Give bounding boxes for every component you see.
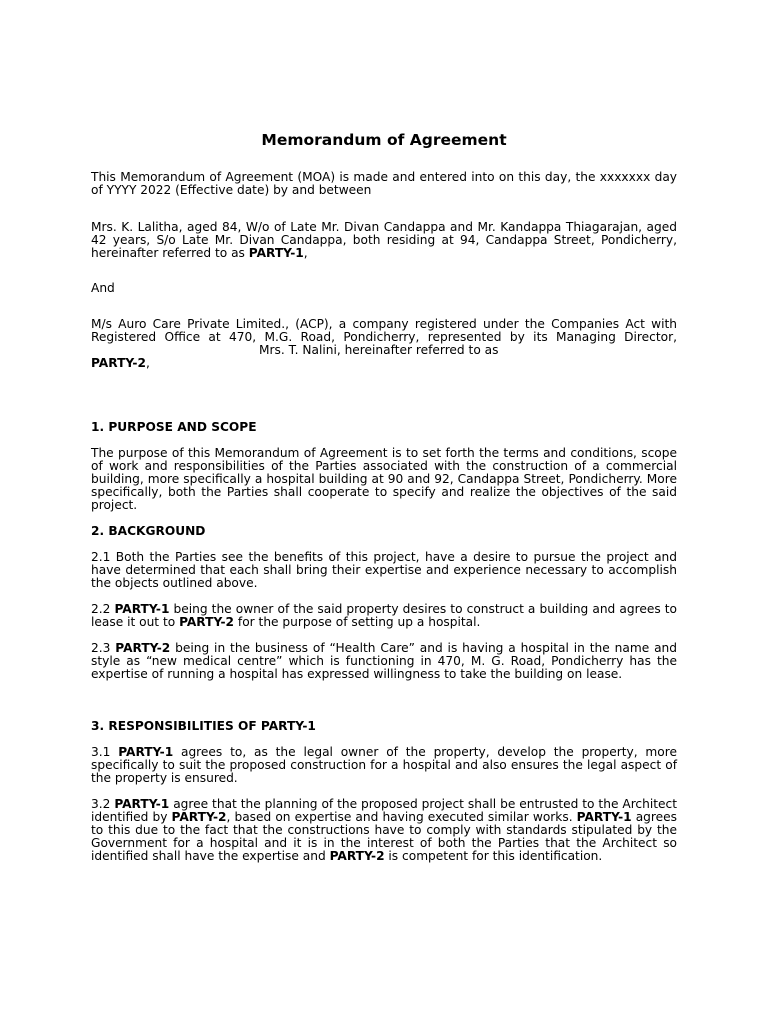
section3-paragraph-2 bbox=[91, 798, 677, 863]
section2-paragraph-1: 2.1 Both the Parties see the benefits of this project, have a desire to pursue the project and have determined that each shall bring their expertise and experience necessary to accomplish the objects outlined above. bbox=[91, 550, 677, 590]
s32-d: is competent for this identification. bbox=[384, 849, 603, 863]
s31-num: 3.1 bbox=[91, 745, 119, 759]
s32-c: agrees to this due to the fact that the constructions have to comply with standards stipulated by the Government for a hospital and it is in the interest of both the Parties that the Architect so identified shall have the expertise and bbox=[91, 810, 677, 863]
s23-party2: PARTY-2 bbox=[115, 641, 171, 655]
party1-tail: , bbox=[303, 246, 308, 260]
s32-party2: PARTY-2 bbox=[171, 810, 227, 824]
s23-text: being in the business of “Health Care” and is having a hospital in the name and style as “new medical centre” which is functioning in 470, M. G. Road, Pondicherry has the expertise of running a hospital has expressed willingness to take the building on lease. bbox=[91, 641, 677, 681]
s32-a: agree that the planning of the proposed project shall be entrusted to the Architect identified by bbox=[91, 797, 678, 824]
section3-heading: 3. RESPONSIBILITIES OF PARTY-1 bbox=[91, 719, 316, 733]
party1-paragraph bbox=[91, 221, 677, 260]
s31-text: agrees to, as the legal owner of the property, develop the property, more specifically to suit the proposed construction for a hospital and also ensures the legal aspect of the property is ensured. bbox=[91, 745, 677, 785]
party1-label: PARTY-1 bbox=[248, 246, 304, 260]
intro-text: This Memorandum of Agreement (MOA) is made and entered into on this day, the xxxxxxx day of YYYY 2022 (Effective date) by and between bbox=[91, 170, 677, 197]
s32-num: 3.2 bbox=[91, 797, 115, 811]
party2-paragraph bbox=[91, 318, 677, 370]
section2-paragraph-2 bbox=[91, 603, 677, 629]
s22-tail: for the purpose of setting up a hospital. bbox=[234, 615, 481, 629]
s22-party1: PARTY-1 bbox=[114, 602, 170, 616]
s22-mid: being the owner of the said property desires to construct a building and agrees to lease it out to bbox=[91, 602, 677, 629]
party2-text-b: Mrs. T. Nalini, hereinafter referred to as bbox=[259, 343, 499, 357]
section3-paragraph-1 bbox=[91, 746, 677, 785]
document-title: Memorandum of Agreement bbox=[261, 131, 507, 149]
party2-tail: , bbox=[145, 356, 150, 370]
party1-text: Mrs. K. Lalitha, aged 84, W/o of Late Mr. Divan Candappa and Mr. Kandappa Thiagarajan, aged 42 years, S/o Late Mr. Divan Candappa, both residing at 94, Candappa Street, Pondicherry, hereinafter referred to as bbox=[91, 220, 677, 260]
section2-heading: 2. BACKGROUND bbox=[91, 524, 206, 538]
s32-party1: PARTY-1 bbox=[114, 797, 170, 811]
and-text: And bbox=[91, 281, 115, 295]
party2-label: PARTY-2 bbox=[91, 356, 146, 370]
section1-paragraph: The purpose of this Memorandum of Agreement is to set forth the terms and conditions, scope of work and responsibilities of the Parties associated with the construction of a commercial building, more specifically a hospital building at 90 and 92, Candappa Street, Pondicherry. More specifically, both the Parties shall cooperate to specify and realize the objectives of the said project. bbox=[91, 446, 677, 512]
section2-paragraph-3 bbox=[91, 642, 677, 681]
s23-num: 2.3 bbox=[91, 641, 116, 655]
section1-heading: 1. PURPOSE AND SCOPE bbox=[91, 420, 257, 434]
s32-party1b: PARTY-1 bbox=[576, 810, 632, 824]
s32-party2b: PARTY-2 bbox=[329, 849, 385, 863]
s22-party2: PARTY-2 bbox=[179, 615, 235, 629]
s31-party1: PARTY-1 bbox=[118, 745, 174, 759]
party2-text-a: M/s Auro Care Private Limited., (ACP), a company registered under the Companies Act with Registered Office at 470, M.G. Road, Pondicherry, represented by its Managing Director, bbox=[91, 317, 677, 344]
intro-paragraph bbox=[91, 171, 677, 197]
s22-num: 2.2 bbox=[91, 602, 115, 616]
s32-b: , based on expertise and having executed similar works. bbox=[226, 810, 577, 824]
